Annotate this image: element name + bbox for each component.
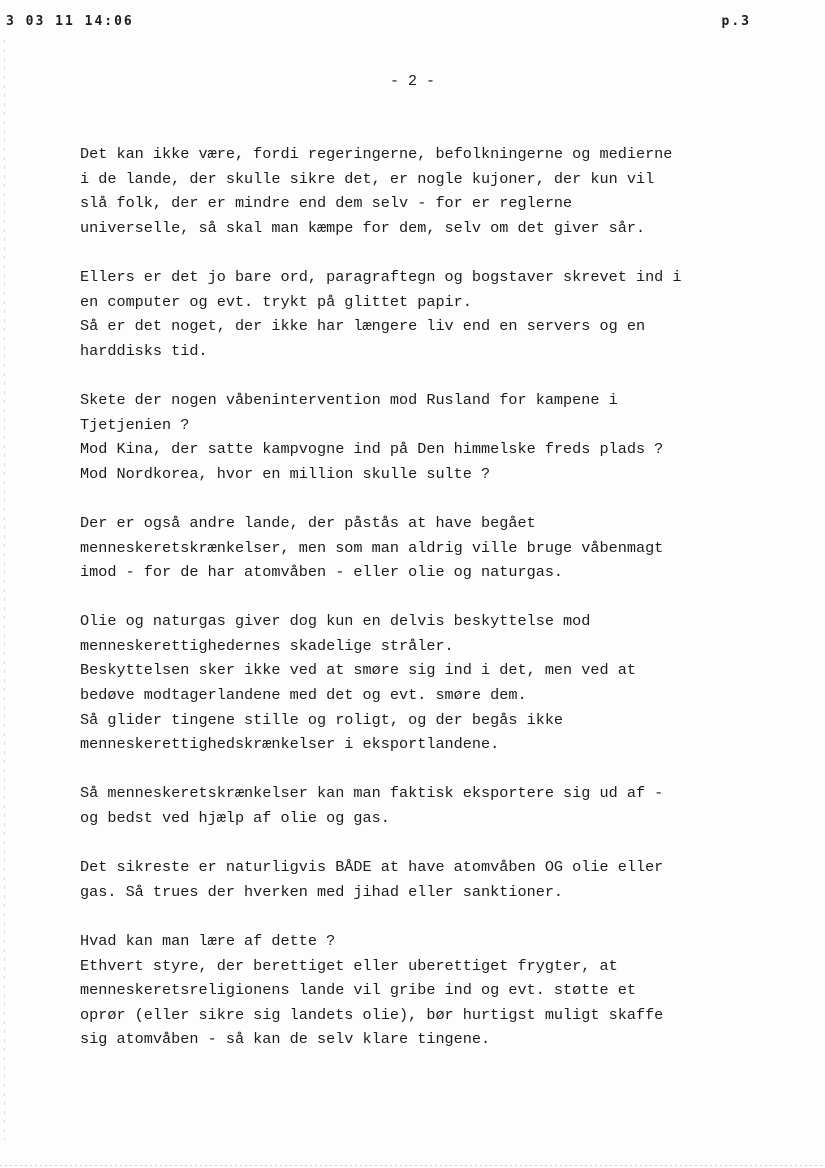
text-line: Mod Nordkorea, hvor en million skulle sulte ? bbox=[80, 464, 491, 483]
paragraph bbox=[80, 142, 760, 240]
scan-edge-left bbox=[4, 40, 5, 1140]
paragraph bbox=[80, 781, 760, 830]
text-line: universelle, så skal man kæmpe for dem, selv om det giver sår. bbox=[80, 218, 646, 237]
paragraph bbox=[80, 855, 760, 904]
text-line: Der er også andre lande, der påstås at have begået bbox=[80, 513, 536, 532]
text-line: Hvad kan man lære af dette ? bbox=[80, 932, 336, 950]
text-line: gas. Så trues der hverken med jihad eller sanktioner. bbox=[80, 882, 564, 901]
text-line: Så er det noget, der ikke har længere liv end en servers og en bbox=[80, 317, 646, 336]
text-line: sig atomvåben - så kan de selv klare tingene. bbox=[80, 1030, 491, 1049]
page-number: - 2 - bbox=[389, 73, 435, 90]
paragraph bbox=[80, 609, 760, 757]
text-line: en computer og evt. trykt på glittet papir. bbox=[80, 292, 472, 311]
text-line: Skete der nogen våbenintervention mod Rusland for kampene i bbox=[80, 390, 618, 409]
paragraph bbox=[80, 929, 760, 1052]
text-line: menneskerettighedernes skadelige stråler. bbox=[80, 636, 454, 655]
text-line: Ethvert styre, der berettiget eller uberettiget frygter, at bbox=[80, 956, 618, 975]
text-line: Ellers er det jo bare ord, paragraftegn og bogstaver skrevet ind i bbox=[80, 267, 682, 286]
letter-body bbox=[80, 142, 760, 1077]
scan-edge-bottom bbox=[0, 1165, 825, 1166]
text-line: oprør (eller sikre sig landets olie), bør hurtigst muligt skaffe bbox=[80, 1005, 664, 1024]
text-line: Mod Kina, der satte kampvogne ind på Den himmelske freds plads ? bbox=[80, 440, 664, 459]
text-line: i de lande, der skulle sikre det, er nogle kujoner, der kun vil bbox=[80, 169, 655, 188]
text-line: menneskeretskrænkelser, men som man aldrig ville bruge våbenmagt bbox=[80, 538, 664, 557]
text-line: Så menneskeretskrænkelser kan man faktisk eksportere sig ud af - bbox=[80, 784, 664, 803]
fax-header bbox=[0, 14, 825, 34]
text-line: harddisks tid. bbox=[80, 341, 208, 360]
text-line: menneskerettighedskrænkelser i eksportlandene. bbox=[80, 735, 500, 754]
fax-page-indicator: p.3 bbox=[721, 14, 751, 29]
text-line: Beskyttelsen sker ikke ved at smøre sig ind i det, men ved at bbox=[80, 661, 636, 680]
fax-timestamp: 3 03 11 14:06 bbox=[6, 14, 134, 29]
text-line: Tjetjenien ? bbox=[80, 415, 190, 434]
text-line: Det kan ikke være, fordi regeringerne, befolkningerne og medierne bbox=[80, 145, 673, 163]
text-line: og bedst ved hjælp af olie og gas. bbox=[80, 809, 390, 828]
paragraph bbox=[80, 265, 760, 363]
text-line: Olie og naturgas giver dog kun en delvis beskyttelse mod bbox=[80, 612, 591, 631]
paragraph bbox=[80, 511, 760, 585]
text-line: Så glider tingene stille og roligt, og der begås ikke bbox=[80, 710, 564, 729]
text-line: menneskeretsreligionens lande vil gribe ind og evt. støtte et bbox=[80, 981, 636, 1000]
paragraph bbox=[80, 388, 760, 486]
text-line: imod - for de har atomvåben - eller olie og naturgas. bbox=[80, 563, 564, 582]
text-line: bedøve modtagerlandene med det og evt. smøre dem. bbox=[80, 686, 527, 705]
text-line: Det sikreste er naturligvis BÅDE at have atomvåben OG olie eller bbox=[80, 858, 664, 877]
text-line: slå folk, der er mindre end dem selv - for er reglerne bbox=[80, 194, 573, 213]
